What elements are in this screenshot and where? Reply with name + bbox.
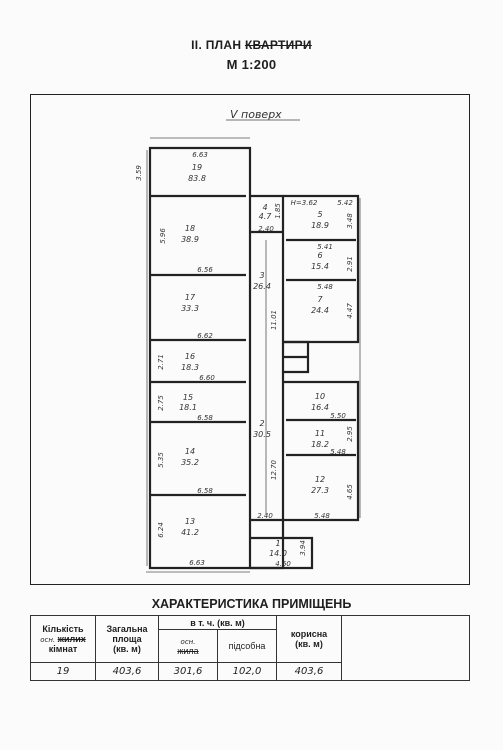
dim-label: H=3.62 bbox=[290, 199, 318, 207]
dim-label: 5.50 bbox=[330, 412, 346, 420]
dim-label: 3.94 bbox=[299, 540, 307, 556]
room-area-18: 38.9 bbox=[181, 235, 199, 244]
room-id-4: 4 bbox=[262, 203, 268, 212]
main-area-header: осн. жила bbox=[159, 630, 218, 663]
useful-area-header: корисна (кв. м) bbox=[277, 616, 342, 663]
characteristics-title: ХАРАКТЕРИСТИКА ПРИМІЩЕНЬ bbox=[151, 597, 352, 611]
dim-label: 3.59 bbox=[135, 165, 143, 181]
dim-label: 6.60 bbox=[199, 374, 215, 382]
useful-area-value: 403,6 bbox=[277, 663, 342, 681]
dim-label: 5.96 bbox=[159, 228, 167, 244]
room-area-19: 83.8 bbox=[188, 174, 206, 183]
dim-label: 2.91 bbox=[346, 256, 354, 272]
dim-label: 6.63 bbox=[189, 559, 205, 567]
floor-label: V поверх bbox=[230, 108, 282, 121]
blank-column bbox=[342, 616, 470, 681]
dim-label: 6.58 bbox=[197, 414, 213, 422]
aux-area-value: 102,0 bbox=[218, 663, 277, 681]
main-area-value: 301,6 bbox=[159, 663, 218, 681]
room-id-16: 16 bbox=[184, 352, 196, 361]
dim-label: 4.47 bbox=[346, 303, 354, 319]
room-id-3: 3 bbox=[259, 271, 265, 280]
room-id-14: 14 bbox=[184, 447, 196, 456]
room-area-13: 41.2 bbox=[181, 528, 199, 537]
room-area-1: 14.0 bbox=[269, 549, 287, 558]
total-area-header: Загальна площа (кв. м) bbox=[96, 616, 159, 663]
room-id-2: 2 bbox=[259, 419, 265, 428]
room-id-18: 18 bbox=[184, 224, 196, 233]
dim-label: 5.35 bbox=[157, 452, 165, 468]
dim-label: 5.48 bbox=[317, 283, 333, 291]
room-area-4: 4.7 bbox=[258, 212, 272, 221]
room-area-14: 35.2 bbox=[181, 458, 199, 467]
room-id-10: 10 bbox=[314, 392, 326, 401]
room-id-11: 11 bbox=[314, 429, 326, 438]
dim-label: 1.85 bbox=[274, 203, 282, 219]
room-id-12: 12 bbox=[314, 475, 326, 484]
room-area-10: 16.4 bbox=[311, 403, 329, 412]
dim-label: 5.42 bbox=[337, 199, 353, 207]
scale-label: М 1:200 bbox=[226, 57, 277, 72]
room-area-5: 18.9 bbox=[311, 221, 329, 230]
dim-label: 6.56 bbox=[197, 266, 213, 274]
room-id-7: 7 bbox=[317, 295, 323, 304]
dim-label: 6.62 bbox=[197, 332, 213, 340]
room-area-12: 27.3 bbox=[311, 486, 329, 495]
dim-label: 3.48 bbox=[346, 213, 354, 229]
dim-label: 2.95 bbox=[346, 426, 354, 442]
aux-area-header: підсобна bbox=[218, 630, 277, 663]
rooms-count-header: Кількість осн. жилих кімнат bbox=[31, 616, 96, 663]
characteristics-table bbox=[30, 615, 470, 681]
dim-label: 4.65 bbox=[346, 484, 354, 500]
dim-label: 11.01 bbox=[270, 309, 278, 331]
room-area-11: 18.2 bbox=[311, 440, 329, 449]
room-area-16: 18.3 bbox=[181, 363, 199, 372]
dim-label: 2.71 bbox=[157, 354, 165, 370]
room-area-6: 15.4 bbox=[311, 262, 329, 271]
room-id-19: 19 bbox=[191, 163, 203, 172]
total-area-value: 403,6 bbox=[96, 663, 159, 681]
dim-label: 5.48 bbox=[330, 448, 346, 456]
dim-label: 2.75 bbox=[157, 395, 165, 411]
dim-label: 6.24 bbox=[157, 522, 165, 538]
room-area-7: 24.4 bbox=[311, 306, 329, 315]
dim-label: 2.40 bbox=[257, 512, 273, 520]
room-area-15: 18.1 bbox=[179, 403, 197, 412]
room-id-17: 17 bbox=[184, 293, 196, 302]
title-prefix: II. ПЛАН bbox=[191, 38, 242, 52]
dim-label: 4.60 bbox=[275, 560, 291, 568]
room-id-5: 5 bbox=[317, 210, 323, 219]
title-struck-word: КВАРТИРИ bbox=[244, 38, 312, 52]
room-area-2: 30.5 bbox=[253, 430, 271, 439]
room-id-13: 13 bbox=[184, 517, 196, 526]
room-id-1: 1 bbox=[275, 539, 281, 548]
rooms-count-value: 19 bbox=[31, 663, 96, 681]
dim-label: 6.63 bbox=[192, 151, 208, 159]
left-wing-outline bbox=[150, 148, 250, 568]
incl-header: в т. ч. (кв. м) bbox=[159, 616, 277, 630]
room-area-17: 33.3 bbox=[181, 304, 199, 313]
room-area-3: 26.4 bbox=[253, 282, 271, 291]
dim-label: 12.70 bbox=[270, 459, 278, 481]
room-id-6: 6 bbox=[317, 251, 323, 260]
room-id-15: 15 bbox=[182, 393, 194, 402]
dim-label: 2.40 bbox=[258, 225, 274, 233]
dim-label: 5.41 bbox=[317, 243, 333, 251]
dim-label: 6.58 bbox=[197, 487, 213, 495]
dim-label: 5.48 bbox=[314, 512, 330, 520]
